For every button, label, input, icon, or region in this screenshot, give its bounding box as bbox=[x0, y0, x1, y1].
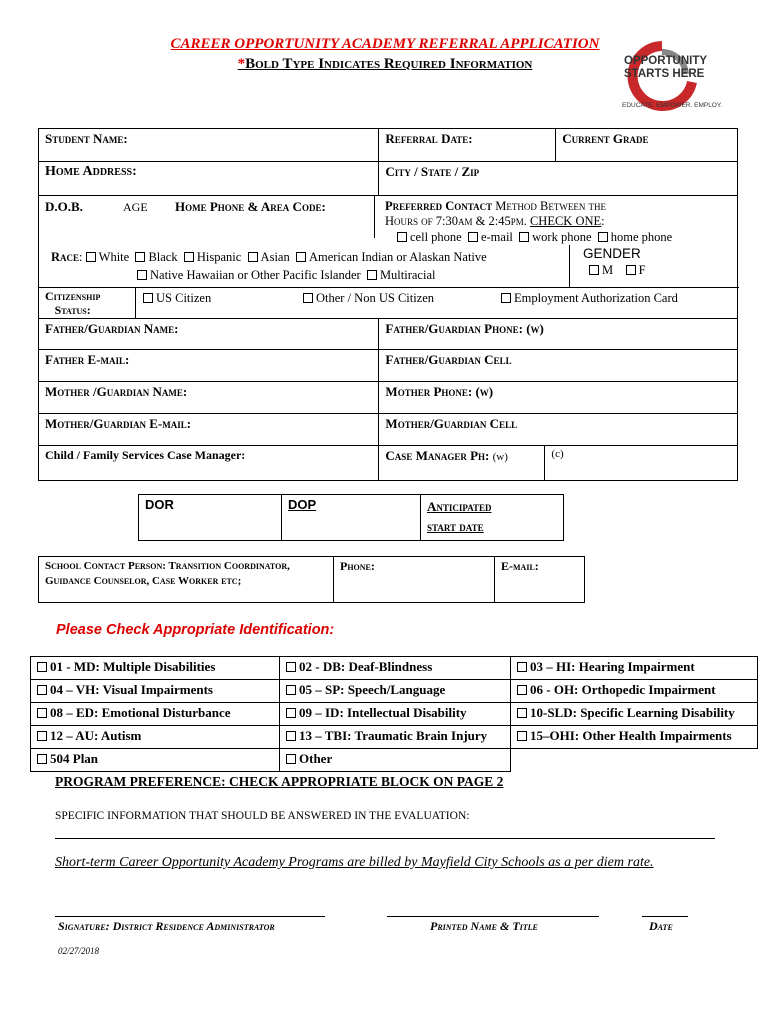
hours-label bbox=[385, 214, 605, 229]
identification-row bbox=[31, 749, 758, 772]
preferred-contact-rest: Method Between the bbox=[495, 199, 606, 213]
case-manager-phone-cell bbox=[379, 446, 738, 481]
father-phone-field[interactable]: Father/Guardian Phone: (w) bbox=[379, 319, 738, 350]
identification-option[interactable] bbox=[31, 680, 280, 703]
contact-option[interactable]: home phone bbox=[598, 230, 672, 244]
father-email-field[interactable]: Father E-mail: bbox=[39, 350, 379, 382]
race-option: Black bbox=[148, 250, 178, 264]
checkbox-icon[interactable] bbox=[248, 252, 258, 262]
citizenship-label: Citizenship Status: bbox=[45, 289, 101, 317]
checkbox-icon[interactable] bbox=[397, 232, 407, 242]
specific-info-label: SPECIFIC INFORMATION THAT SHOULD BE ANSWERED IN THE EVALUATION: bbox=[55, 810, 470, 822]
identification-label: 08 – ED: Emotional Disturbance bbox=[50, 705, 231, 720]
divider bbox=[374, 196, 375, 238]
gender-option: M bbox=[602, 263, 614, 277]
divider bbox=[39, 287, 739, 288]
checkbox-icon[interactable] bbox=[184, 252, 194, 262]
identification-label: 09 – ID: Intellectual Disability bbox=[299, 705, 467, 720]
current-grade-field[interactable]: Current Grade bbox=[556, 129, 738, 162]
signature-label-date: Date bbox=[649, 919, 673, 933]
race-option: Multiracial bbox=[379, 268, 436, 282]
checkbox-icon[interactable] bbox=[37, 754, 47, 764]
identification-option[interactable] bbox=[31, 726, 280, 749]
mother-cell-field[interactable]: Mother/Guardian Cell bbox=[379, 414, 738, 446]
dop-field[interactable]: DOP bbox=[282, 495, 421, 541]
checkbox-icon[interactable] bbox=[367, 270, 377, 280]
checkbox-icon[interactable] bbox=[286, 662, 296, 672]
race-option: Native Hawaiian or Other Pacific Islander bbox=[150, 268, 361, 282]
identification-label: 12 – AU: Autism bbox=[50, 728, 142, 743]
signature-line-district[interactable] bbox=[55, 916, 325, 917]
subtitle-text: Bold Type Indicates Required Information bbox=[245, 56, 533, 72]
asterisk: * bbox=[237, 56, 246, 72]
identification-row bbox=[31, 703, 758, 726]
logo-text bbox=[624, 55, 707, 81]
identification-label: 03 – HI: Hearing Impairment bbox=[530, 659, 695, 674]
school-contact-table bbox=[38, 556, 585, 603]
checkbox-icon[interactable] bbox=[501, 293, 511, 303]
citizenship-other[interactable]: Other / Non US Citizen bbox=[303, 291, 434, 306]
checkbox-icon[interactable] bbox=[37, 662, 47, 672]
age-field[interactable]: AGE bbox=[123, 200, 148, 214]
home-address-field[interactable]: Home Address: bbox=[39, 162, 379, 196]
checkbox-icon[interactable] bbox=[86, 252, 96, 262]
identification-label: 10-SLD: Specific Learning Disability bbox=[530, 705, 735, 720]
identification-option[interactable] bbox=[280, 703, 511, 726]
identification-option bbox=[511, 749, 758, 772]
city-state-zip-field[interactable]: City / State / Zip bbox=[379, 162, 738, 196]
checkbox-icon[interactable] bbox=[37, 708, 47, 718]
check-one-text: CHECK ONE bbox=[529, 214, 602, 228]
signature-label-district: Signature: District Residence Administrator bbox=[58, 919, 275, 933]
identification-option[interactable] bbox=[511, 703, 758, 726]
checkbox-icon[interactable] bbox=[589, 265, 599, 275]
identification-option[interactable] bbox=[280, 726, 511, 749]
checkbox-icon[interactable] bbox=[286, 685, 296, 695]
contact-option[interactable]: work phone bbox=[519, 230, 591, 244]
dob-field[interactable]: D.O.B. bbox=[45, 199, 83, 214]
signature-label-printed: Printed Name & Title bbox=[430, 919, 538, 933]
checkbox-icon[interactable] bbox=[143, 293, 153, 303]
identification-option[interactable] bbox=[511, 680, 758, 703]
logo-line-2: STARTS HERE bbox=[624, 68, 705, 80]
identification-row bbox=[31, 657, 758, 680]
signature-line-date[interactable] bbox=[642, 916, 688, 917]
contact-option[interactable]: e-mail bbox=[468, 230, 513, 244]
identification-table bbox=[30, 656, 758, 772]
checkbox-icon[interactable] bbox=[286, 754, 296, 764]
home-phone-field[interactable]: Home Phone & Area Code: bbox=[175, 199, 326, 214]
identification-option[interactable] bbox=[511, 726, 758, 749]
identification-option[interactable] bbox=[31, 657, 280, 680]
checkbox-icon[interactable] bbox=[517, 685, 527, 695]
checkbox-icon[interactable] bbox=[37, 685, 47, 695]
father-cell-field[interactable]: Father/Guardian Cell bbox=[379, 350, 738, 382]
case-manager-work[interactable]: Case Manager Ph: (w) bbox=[379, 446, 545, 480]
checkbox-icon[interactable] bbox=[517, 708, 527, 718]
form-revision-date: 02/27/2018 bbox=[58, 946, 100, 956]
identification-option[interactable] bbox=[280, 680, 511, 703]
identification-label: 02 - DB: Deaf-Blindness bbox=[299, 659, 433, 674]
referral-date-field[interactable]: Referral Date: bbox=[379, 129, 556, 162]
student-name-field[interactable]: Student Name: bbox=[39, 129, 379, 162]
checkbox-icon[interactable] bbox=[135, 252, 145, 262]
father-name-field[interactable]: Father/Guardian Name: bbox=[39, 319, 379, 350]
checkbox-icon[interactable] bbox=[137, 270, 147, 280]
identification-option[interactable] bbox=[280, 749, 511, 772]
school-contact-field[interactable]: School Contact Person: Transition Coordinator, Guidance Counselor, Case Worker etc; bbox=[39, 557, 334, 603]
identification-label: Other bbox=[299, 751, 333, 766]
race-option: Asian bbox=[260, 250, 290, 264]
identification-row bbox=[31, 726, 758, 749]
mother-phone-field[interactable]: Mother Phone: (w) bbox=[379, 382, 738, 414]
identification-row bbox=[31, 680, 758, 703]
identification-label: 05 – SP: Speech/Language bbox=[299, 682, 446, 697]
citizenship-us[interactable]: US Citizen bbox=[143, 291, 211, 306]
divider bbox=[569, 245, 570, 287]
checkbox-icon[interactable] bbox=[517, 731, 527, 741]
contact-options bbox=[397, 230, 672, 245]
mother-name-field[interactable]: Mother /Guardian Name: bbox=[39, 382, 379, 414]
race-option: White bbox=[98, 250, 130, 264]
race-option: American Indian or Alaskan Native bbox=[308, 250, 487, 264]
race-row-1: Race: White Black Hispanic Asian American Indian or Alaskan Native bbox=[51, 250, 487, 264]
identification-option[interactable] bbox=[31, 749, 280, 772]
citizenship-ead[interactable]: Employment Authorization Card bbox=[501, 291, 678, 306]
race-row-2 bbox=[137, 268, 435, 283]
student-info-table bbox=[38, 128, 738, 481]
case-manager-field[interactable]: Child / Family Services Case Manager: bbox=[39, 446, 379, 481]
school-phone-field[interactable]: Phone: bbox=[334, 557, 495, 603]
identification-option[interactable] bbox=[511, 657, 758, 680]
anticipated-start-field[interactable]: Anticipated start date bbox=[421, 495, 564, 541]
school-email-field[interactable]: E-mail: bbox=[495, 557, 585, 603]
checkbox-icon[interactable] bbox=[37, 731, 47, 741]
identification-label: 15–OHI: Other Health Impairments bbox=[530, 728, 732, 743]
preferred-contact-label bbox=[385, 199, 606, 214]
specific-info-input[interactable] bbox=[55, 826, 715, 839]
mother-email-field[interactable]: Mother/Guardian E-mail: bbox=[39, 414, 379, 446]
identification-label: 04 – VH: Visual Impairments bbox=[50, 682, 213, 697]
checkbox-icon[interactable] bbox=[517, 662, 527, 672]
case-manager-cell[interactable]: (c) bbox=[551, 448, 564, 460]
identification-label: 504 Plan bbox=[50, 751, 99, 766]
checkbox-icon[interactable] bbox=[519, 232, 529, 242]
divider bbox=[135, 287, 136, 318]
checkbox-icon[interactable] bbox=[286, 731, 296, 741]
logo-line-1: OPPORTUNITY bbox=[624, 55, 708, 67]
gender-option: F bbox=[638, 263, 646, 277]
checkbox-icon[interactable] bbox=[626, 265, 636, 275]
dor-dop-table bbox=[138, 494, 564, 541]
logo-tagline: EDUCATE. EMPOWER. EMPLOY. bbox=[622, 102, 723, 109]
hours-text: Hours of 7:30am & 2:45pm. bbox=[385, 214, 527, 228]
billing-note: Short-term Career Opportunity Academy Programs are billed by Mayfield City Schools as a per diem rate. bbox=[55, 855, 654, 870]
checkbox-icon[interactable] bbox=[296, 252, 306, 262]
check-one-colon: : bbox=[601, 214, 605, 228]
preferred-contact-bold: Preferred Contact bbox=[385, 199, 493, 213]
gender-options bbox=[589, 263, 646, 278]
checkbox-icon[interactable] bbox=[303, 293, 313, 303]
identification-label: 06 - OH: Orthopedic Impairment bbox=[530, 682, 716, 697]
checkbox-icon[interactable] bbox=[598, 232, 608, 242]
identification-label: 01 - MD: Multiple Disabilities bbox=[50, 659, 216, 674]
program-preference: PROGRAM PREFERENCE: CHECK APPROPRIATE BLOCK ON PAGE 2 bbox=[55, 774, 504, 789]
race-label: Race bbox=[51, 250, 80, 264]
race-option: Hispanic bbox=[196, 250, 242, 264]
identification-option[interactable] bbox=[31, 703, 280, 726]
signature-line-printed[interactable] bbox=[387, 916, 599, 917]
contact-option[interactable]: cell phone bbox=[397, 230, 462, 244]
dor-field[interactable]: DOR bbox=[139, 495, 282, 541]
checkbox-icon[interactable] bbox=[286, 708, 296, 718]
gender-label: GENDER bbox=[583, 246, 641, 261]
identification-option[interactable] bbox=[280, 657, 511, 680]
identification-label: 13 – TBI: Traumatic Brain Injury bbox=[299, 728, 488, 743]
demographics-block bbox=[39, 196, 738, 319]
identification-heading: Please Check Appropriate Identification: bbox=[56, 622, 335, 638]
form-title: CAREER OPPORTUNITY ACADEMY REFERRAL APPLICATION bbox=[170, 36, 600, 52]
checkbox-icon[interactable] bbox=[468, 232, 478, 242]
